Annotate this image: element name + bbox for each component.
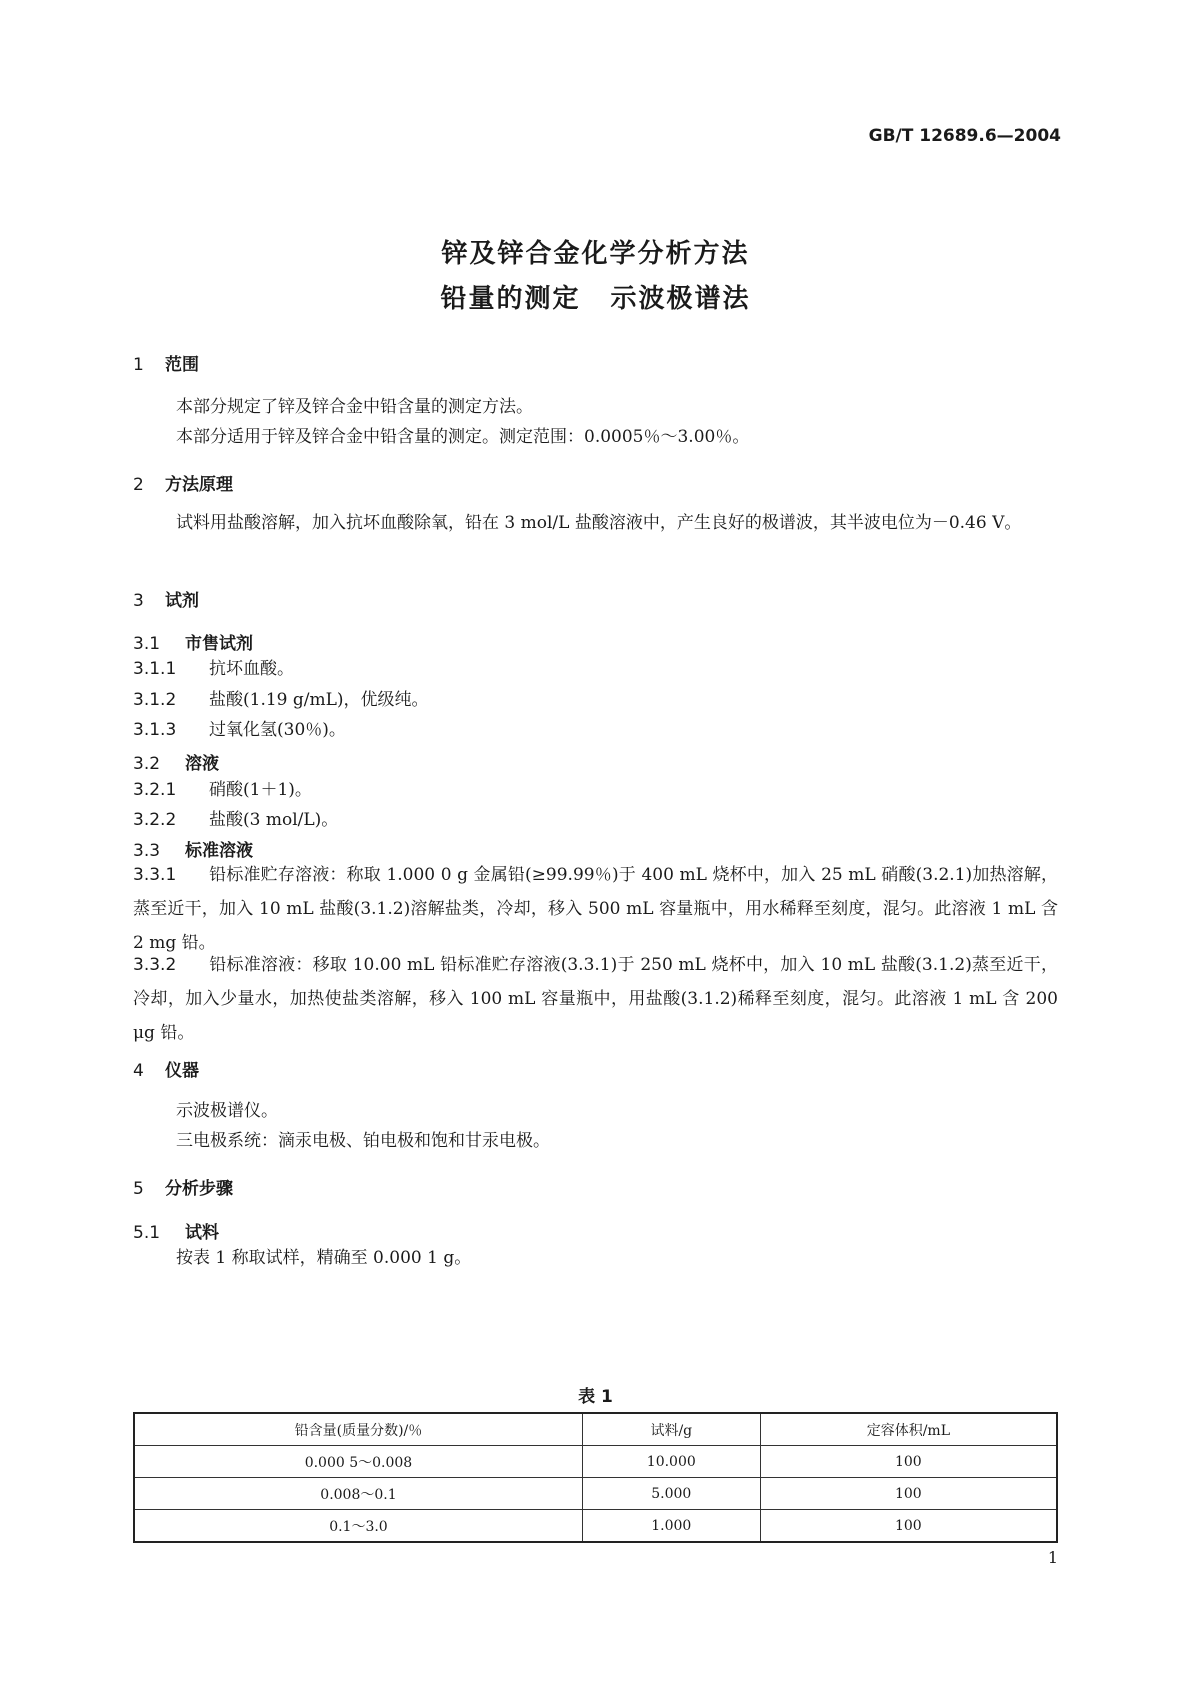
table-cell: 100	[760, 1446, 1057, 1478]
section-4-paragraph-1: 示波极谱仪。	[176, 1101, 278, 1121]
table-row	[134, 1446, 1057, 1478]
section-3-heading	[133, 586, 199, 611]
clause-number: 3.1.2	[133, 690, 177, 710]
table-row	[134, 1510, 1057, 1543]
section-number: 5	[133, 1179, 144, 1199]
section-3-1-heading	[133, 629, 253, 654]
clause-text: 铅标准溶液：移取 10.00 mL 铅标准贮存溶液(3.3.1)于 250 mL 烧杯中，加入 10 mL 盐酸(3.1.2)蒸至近干，冷却，加入少量水，加热使盐类溶解，移入 100 mL 容量瓶中，用盐酸(3.1.2)稀释至刻度，混匀。此溶液 1 mL 含 200 μg 铅。	[133, 955, 1058, 1043]
table-cell: 0.008～0.1	[134, 1478, 582, 1510]
table-row	[134, 1478, 1057, 1510]
title-method: 示波极谱法	[610, 284, 751, 314]
document-code: GB/T 12689.6—2004	[868, 126, 1061, 146]
section-1-paragraph-2: 本部分适用于锌及锌合金中铅含量的测定。测定范围：0.0005％～3.00％。	[176, 427, 750, 447]
clause-number: 3.2.2	[133, 810, 177, 830]
sample-mass-table	[133, 1412, 1058, 1543]
section-2-paragraph: 试料用盐酸溶解，加入抗坏血酸除氧，铅在 3 mol/L 盐酸溶液中，产生良好的极谱波，其半波电位为－0.46 V。	[176, 513, 1022, 533]
clause-text: 盐酸(1.19 g/mL)，优级纯。	[209, 690, 429, 710]
table-cell: 10.000	[582, 1446, 760, 1478]
table-cell: 0.000 5～0.008	[134, 1446, 582, 1478]
section-title: 市售试剂	[185, 634, 253, 654]
clause-number: 3.3.1	[133, 865, 177, 885]
section-number: 1	[133, 355, 144, 375]
section-1-paragraph-1: 本部分规定了锌及锌合金中铅含量的测定方法。	[176, 397, 533, 417]
table-cell: 0.1～3.0	[134, 1510, 582, 1543]
clause-3-3-1	[133, 858, 1058, 960]
clause-3-1-1	[133, 652, 1058, 686]
page-number: 1	[1047, 1548, 1058, 1567]
clause-3-2-1	[133, 773, 1058, 807]
table-title: 表 1	[578, 1387, 613, 1407]
clause-text: 盐酸(3 mol/L)。	[209, 810, 339, 830]
clause-number: 3.2.1	[133, 780, 177, 800]
document-title-line2	[0, 278, 1191, 315]
section-3-2-heading	[133, 749, 219, 774]
clause-3-2-2	[133, 803, 1058, 837]
clause-text: 铅标准贮存溶液：称取 1.000 0 g 金属铅(≥99.99％)于 400 mL 烧杯中，加入 25 mL 硝酸(3.2.1)加热溶解，蒸至近干，加入 10 mL 盐酸(3.1.2)溶解盐类，冷却，移入 500 mL 容量瓶中，用水稀释至刻度，混匀。此溶液 1 mL 含 2 mg 铅。	[133, 865, 1058, 953]
section-number: 3.2	[133, 754, 161, 774]
section-number: 4	[133, 1061, 144, 1081]
section-4-heading	[133, 1056, 199, 1081]
section-number: 5.1	[133, 1223, 161, 1243]
section-title: 范围	[165, 355, 199, 375]
section-4-paragraph-2: 三电极系统：滴汞电极、铂电极和饱和甘汞电极。	[176, 1131, 550, 1151]
section-5-1-heading	[133, 1218, 219, 1243]
table-cell: 1.000	[582, 1510, 760, 1543]
section-title: 分析步骤	[165, 1179, 233, 1199]
table-cell: 100	[760, 1478, 1057, 1510]
section-1-heading	[133, 350, 199, 375]
clause-text: 抗坏血酸。	[209, 659, 294, 679]
section-title: 试剂	[165, 591, 199, 611]
title-subject: 铅量的测定	[440, 284, 581, 314]
section-number: 3.1	[133, 634, 161, 654]
section-5-1-paragraph: 按表 1 称取试样，精确至 0.000 1 g。	[176, 1248, 472, 1268]
table-cell: 5.000	[582, 1478, 760, 1510]
clause-text: 过氧化氢(30％)。	[209, 720, 346, 740]
section-number: 3.3	[133, 841, 161, 861]
table-header-cell: 试料/g	[582, 1413, 760, 1446]
table-header-cell: 定容体积/mL	[760, 1413, 1057, 1446]
clause-number: 3.1.1	[133, 659, 177, 679]
section-title: 试料	[185, 1223, 219, 1243]
clause-text: 硝酸(1＋1)。	[209, 780, 312, 800]
clause-number: 3.3.2	[133, 955, 177, 975]
section-number: 3	[133, 591, 144, 611]
section-title: 标准溶液	[185, 841, 253, 861]
table-header-cell: 铅含量(质量分数)/％	[134, 1413, 582, 1446]
clause-3-1-2	[133, 683, 1058, 717]
table-header-row	[134, 1413, 1057, 1446]
document-title-line1: 锌及锌合金化学分析方法	[441, 239, 750, 269]
section-title: 溶液	[185, 754, 219, 774]
section-number: 2	[133, 475, 144, 495]
clause-3-3-2	[133, 948, 1058, 1050]
section-5-heading	[133, 1174, 233, 1199]
table-cell: 100	[760, 1510, 1057, 1543]
section-title: 方法原理	[165, 475, 233, 495]
section-title: 仪器	[165, 1061, 199, 1081]
clause-3-1-3	[133, 713, 1058, 747]
clause-number: 3.1.3	[133, 720, 177, 740]
section-2-heading	[133, 470, 233, 495]
